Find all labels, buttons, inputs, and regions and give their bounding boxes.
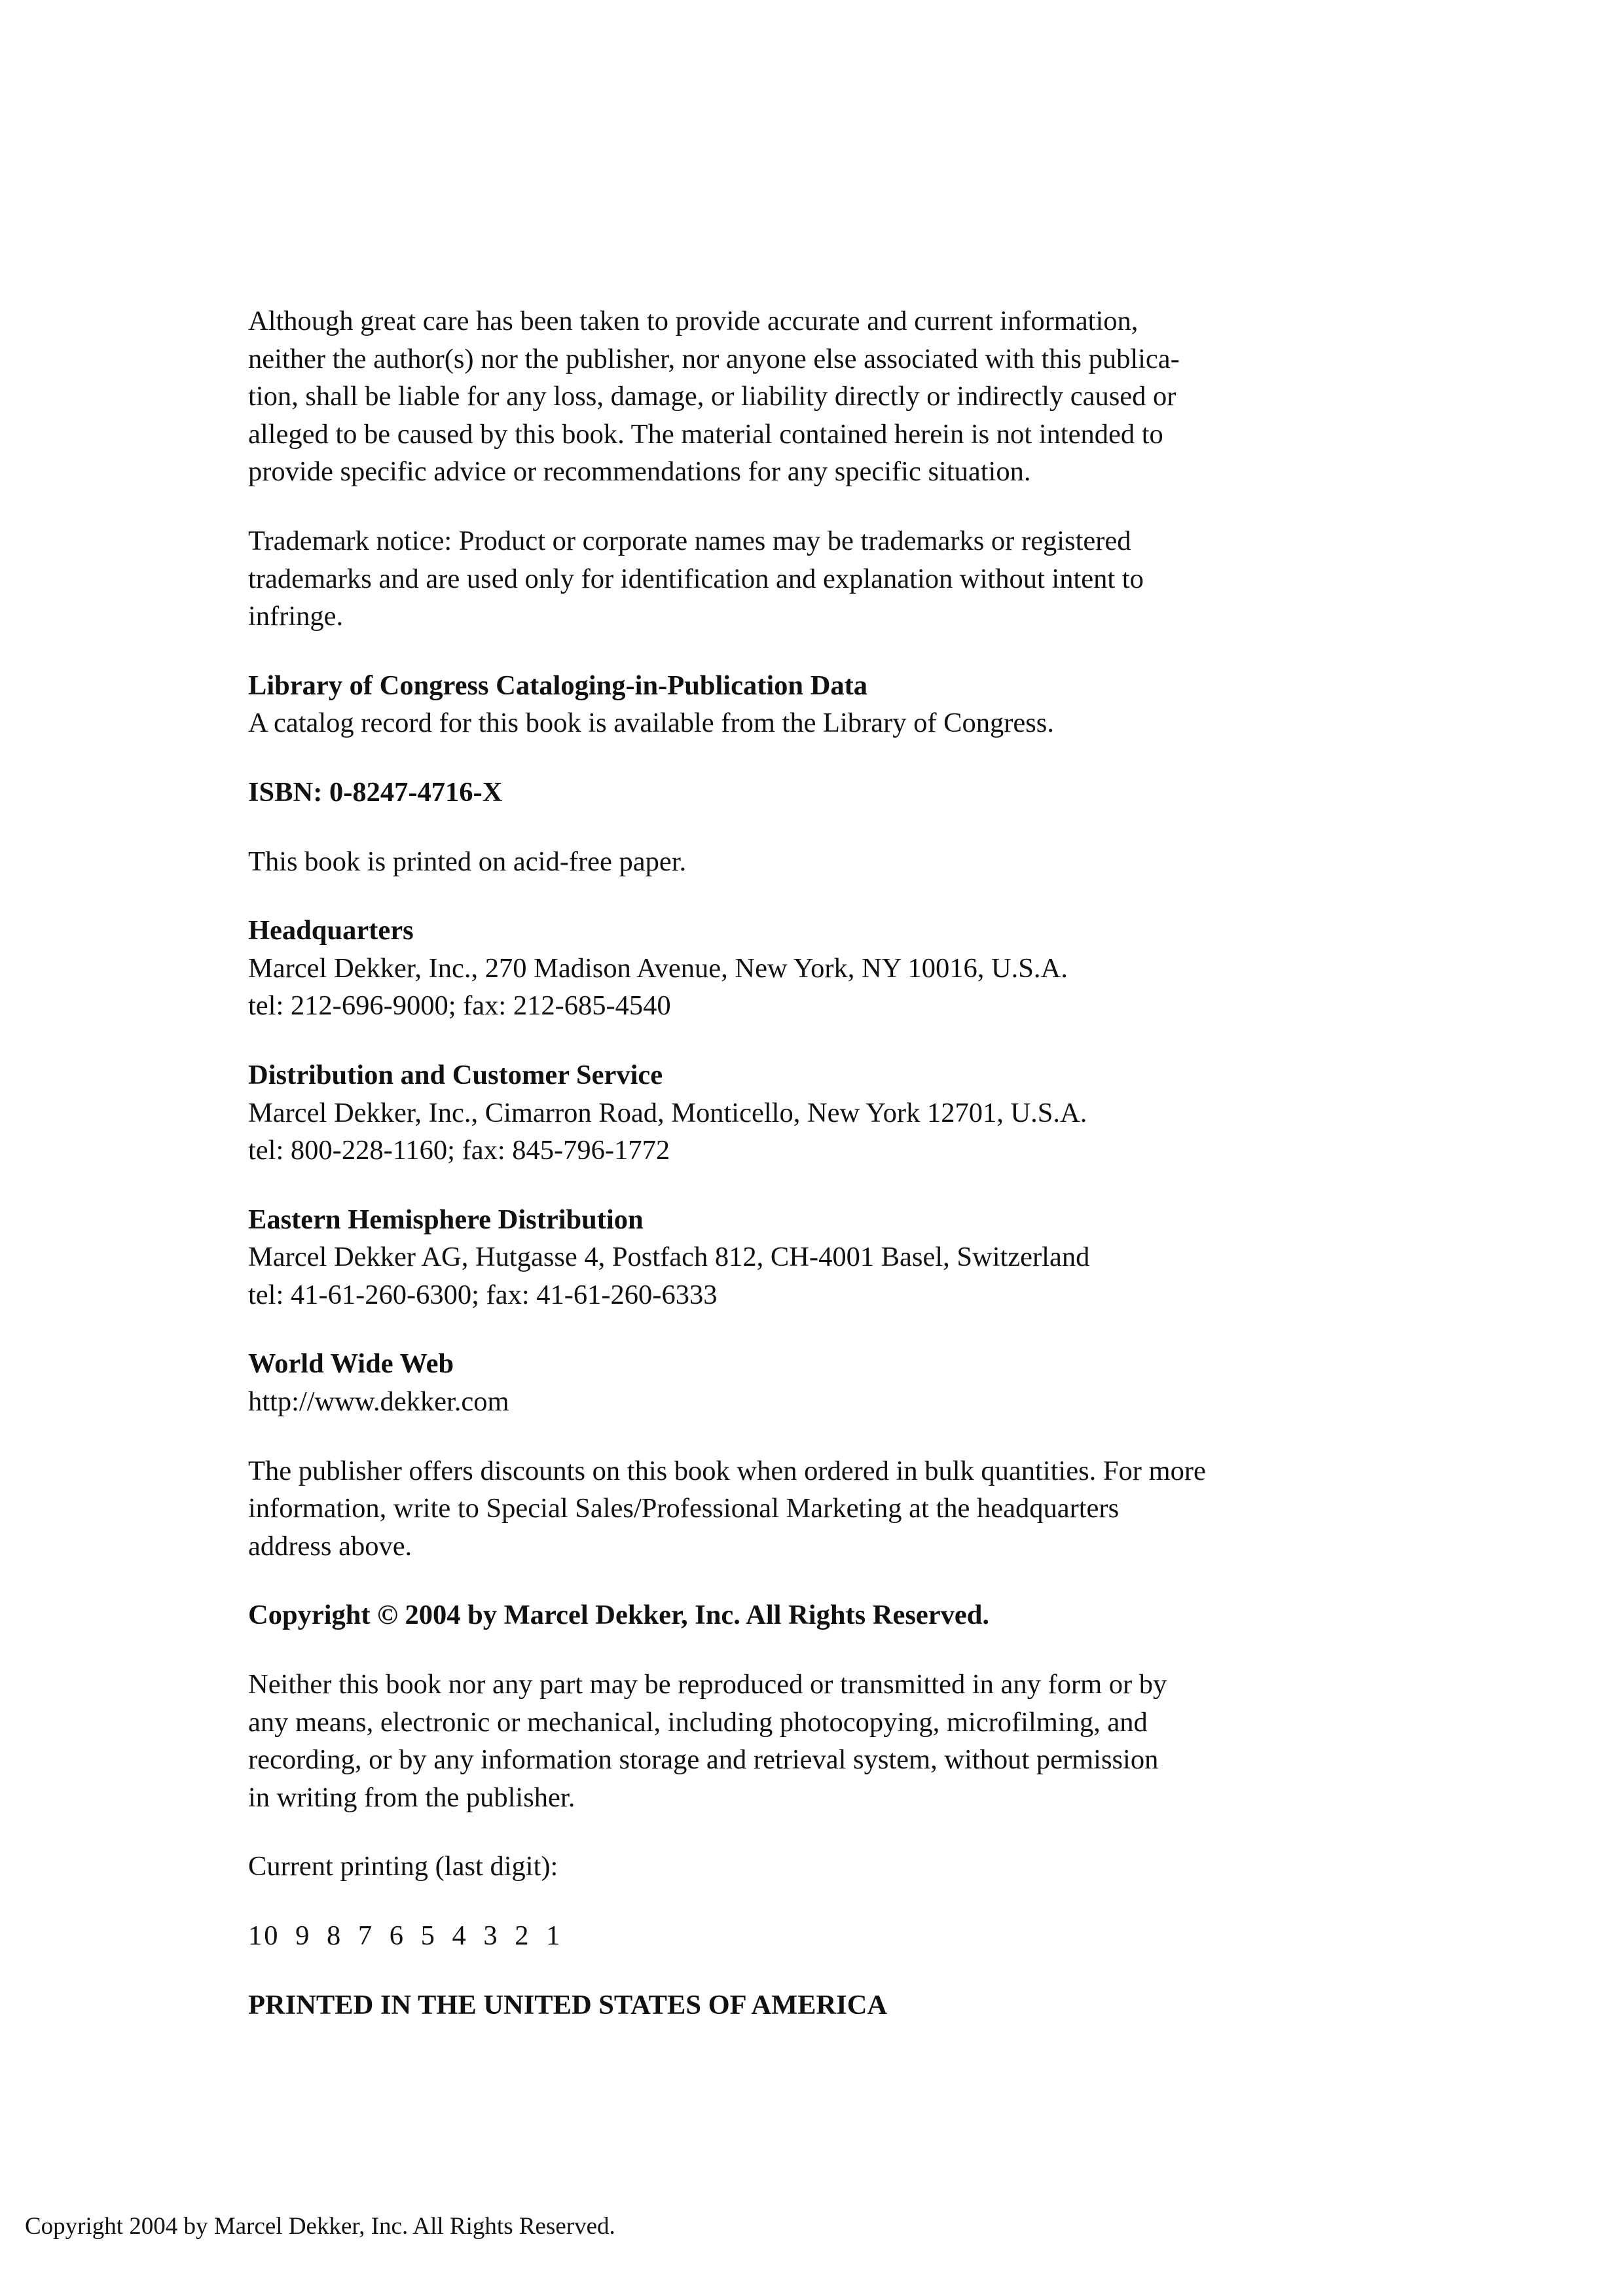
- printing-digits: 10 9 8 7 6 5 4 3 2 1: [248, 1920, 562, 1951]
- web-block: [248, 1345, 1348, 1420]
- discounts-paragraph: [248, 1452, 1348, 1566]
- disclaimer-paragraph: [248, 302, 1348, 491]
- headquarters-block: [248, 912, 1348, 1025]
- eastern-block: [248, 1201, 1348, 1314]
- headquarters-contact: tel: 212-696-9000; fax: 212-685-4540: [248, 990, 671, 1022]
- disclaimer-line: provide specific advice or recommendations for any specific situation.: [248, 456, 1031, 488]
- printing-label: Current printing (last digit):: [248, 1851, 558, 1882]
- trademark-line: Trademark notice: Product or corporate names may be trademarks or registered: [248, 525, 1131, 556]
- copyright-notice: Copyright © 2004 by Marcel Dekker, Inc. All Rights Reserved.: [248, 1600, 989, 1631]
- reproduction-line: Neither this book nor any part may be reproduced or transmitted in any form or by: [248, 1669, 1167, 1700]
- cip-block: [248, 667, 1348, 742]
- trademark-paragraph: [248, 522, 1348, 636]
- headquarters-address: Marcel Dekker, Inc., 270 Madison Avenue, New York, NY 10016, U.S.A.: [248, 952, 1068, 984]
- disclaimer-line: tion, shall be liable for any loss, damage, or liability directly or indirectly caused or: [248, 381, 1176, 412]
- discounts-line: address above.: [248, 1530, 412, 1562]
- trademark-line: trademarks and are used only for identification and explanation without intent to: [248, 563, 1144, 594]
- discounts-line: The publisher offers discounts on this book when ordered in bulk quantities. For more: [248, 1455, 1206, 1486]
- page-footer-copyright: Copyright 2004 by Marcel Dekker, Inc. All Rights Reserved.: [25, 2213, 615, 2240]
- eastern-heading: Eastern Hemisphere Distribution: [248, 1204, 644, 1235]
- trademark-line: infringe.: [248, 601, 344, 632]
- reproduction-line: any means, electronic or mechanical, including photocopying, microfilming, and: [248, 1706, 1148, 1738]
- web-heading: World Wide Web: [248, 1348, 454, 1380]
- discounts-line: information, write to Special Sales/Professional Marketing at the headquarters: [248, 1493, 1120, 1524]
- printed-in-notice: PRINTED IN THE UNITED STATES OF AMERICA: [248, 1989, 888, 2020]
- distribution-heading: Distribution and Customer Service: [248, 1059, 663, 1090]
- reproduction-line: recording, or by any information storage and retrieval system, without permission: [248, 1744, 1159, 1776]
- acid-free-note: This book is printed on acid-free paper.: [248, 846, 687, 877]
- disclaimer-line: neither the author(s) nor the publisher, nor anyone else associated with this publica-: [248, 343, 1180, 374]
- cip-heading: Library of Congress Cataloging-in-Publication Data: [248, 670, 868, 701]
- reproduction-paragraph: [248, 1666, 1348, 1816]
- copyright-page-body: [248, 302, 1348, 2024]
- distribution-contact: tel: 800-228-1160; fax: 845-796-1772: [248, 1135, 670, 1166]
- disclaimer-line: alleged to be caused by this book. The material contained herein is not intended to: [248, 418, 1163, 450]
- isbn: ISBN: 0-8247-4716-X: [248, 776, 503, 808]
- eastern-contact: tel: 41-61-260-6300; fax: 41-61-260-6333: [248, 1279, 718, 1310]
- disclaimer-line: Although great care has been taken to provide accurate and current information,: [248, 306, 1139, 336]
- distribution-address: Marcel Dekker, Inc., Cimarron Road, Monticello, New York 12701, U.S.A.: [248, 1097, 1087, 1128]
- distribution-block: [248, 1056, 1348, 1170]
- eastern-address: Marcel Dekker AG, Hutgasse 4, Postfach 812, CH-4001 Basel, Switzerland: [248, 1242, 1090, 1273]
- reproduction-line: in writing from the publisher.: [248, 1782, 575, 1813]
- headquarters-heading: Headquarters: [248, 915, 414, 946]
- web-url[interactable]: http://www.dekker.com: [248, 1386, 509, 1418]
- cip-text: A catalog record for this book is available from the Library of Congress.: [248, 708, 1054, 739]
